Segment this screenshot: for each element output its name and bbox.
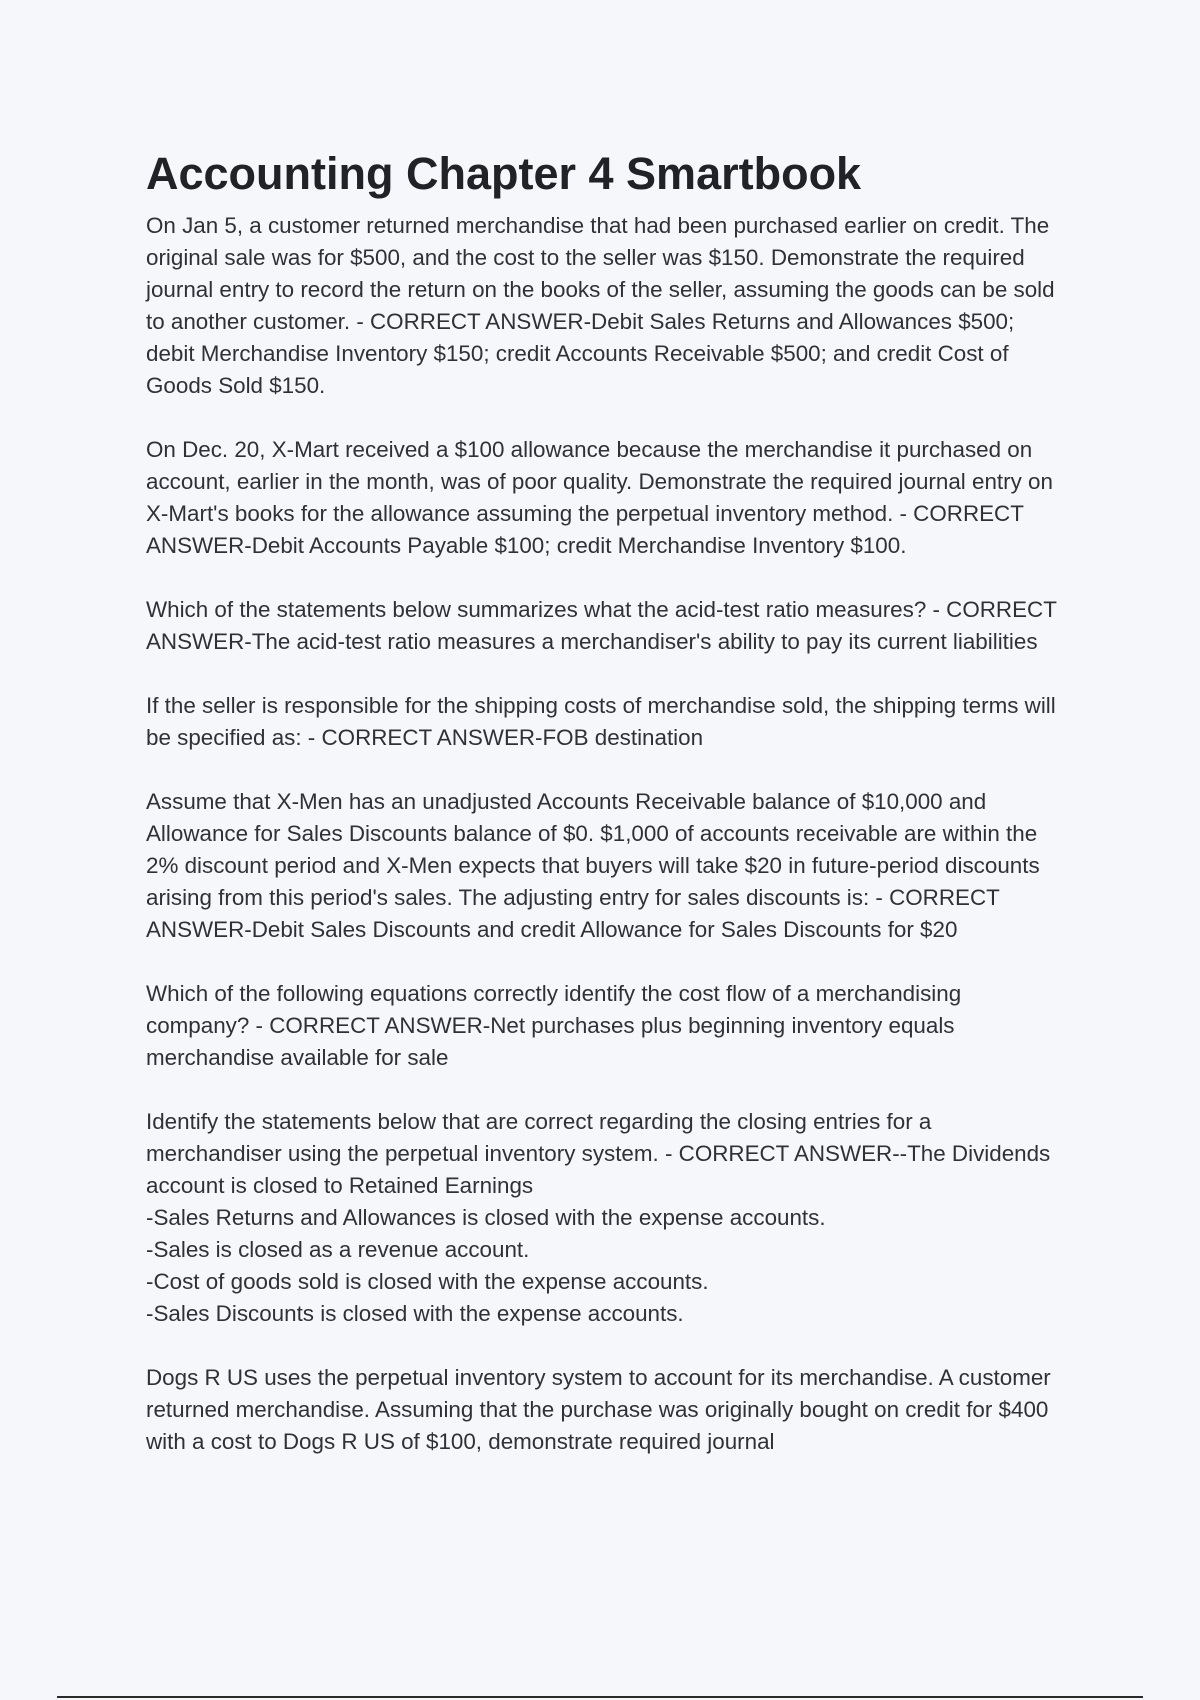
qa-item-8 [146,1362,1066,1458]
answer-line: -Sales is closed as a revenue account. [146,1237,530,1262]
qa-item-5 [146,786,1066,946]
qa-text: On Jan 5, a customer returned merchandise that had been purchased earlier on credit. The original sale was for $500, and the cost to the seller was $150. Demonstrate the required journal entry to record the return on the books of the seller, assuming the goods can be sold to another customer. - CORRECT ANSWER-Debit Sales Returns and Allowances $500; debit Merchandise Inventory $150; credit Accounts Receivable $500; and credit Cost of Goods Sold $150. [146,213,1055,398]
qa-text: On Dec. 20, X-Mart received a $100 allowance because the merchandise it purchased on account, earlier in the month, was of poor quality. Demonstrate the required journal entry on X-Mart's books for the allowance assuming the perpetual inventory method. - CORRECT ANSWER-Debit Accounts Payable $100; credit Merchandise Inventory $100. [146,437,1053,558]
document-title: Accounting Chapter 4 Smartbook [146,148,862,199]
qa-item-6 [146,978,1066,1074]
qa-item-3 [146,594,1066,658]
answer-list [146,1202,1066,1330]
qa-item-1 [146,210,1066,402]
qa-text: Identify the statements below that are correct regarding the closing entries for a merchandiser using the perpetual inventory system. - CORRECT ANSWER--The Dividends account is closed to Retained Earnings [146,1109,1051,1198]
qa-text: Assume that X-Men has an unadjusted Accounts Receivable balance of $10,000 and Allowance for Sales Discounts balance of $0. $1,000 of accounts receivable are within the 2% discount period and X-Men expects that buyers will take $20 in future-period discounts arising from this period's sales. The adjusting entry for sales discounts is: - CORRECT ANSWER-Debit Sales Discounts and credit Allowance for Sales Discounts for $20 [146,789,1040,942]
qa-item-2 [146,434,1066,562]
qa-item-7 [146,1106,1066,1330]
answer-line: -Cost of goods sold is closed with the expense accounts. [146,1269,709,1294]
document-page [146,148,1066,1490]
answer-line: -Sales Returns and Allowances is closed with the expense accounts. [146,1205,826,1230]
qa-text: Which of the statements below summarizes what the acid-test ratio measures? - CORRECT ANSWER-The acid-test ratio measures a merchandiser's ability to pay its current liabilities [146,597,1057,654]
qa-text: Which of the following equations correctly identify the cost flow of a merchandising company? - CORRECT ANSWER-Net purchases plus beginning inventory equals merchandise available for sale [146,981,962,1070]
page-bottom-rule [57,1696,1143,1698]
answer-line: -Sales Discounts is closed with the expense accounts. [146,1301,684,1326]
qa-text: Dogs R US uses the perpetual inventory system to account for its merchandise. A customer returned merchandise. Assuming that the purchase was originally bought on credit for $400 with a cost to Dogs R US of $100, demonstrate required journal [146,1365,1051,1454]
qa-item-4 [146,690,1066,754]
qa-text: If the seller is responsible for the shipping costs of merchandise sold, the shipping terms will be specified as: - CORRECT ANSWER-FOB destination [146,693,1056,750]
